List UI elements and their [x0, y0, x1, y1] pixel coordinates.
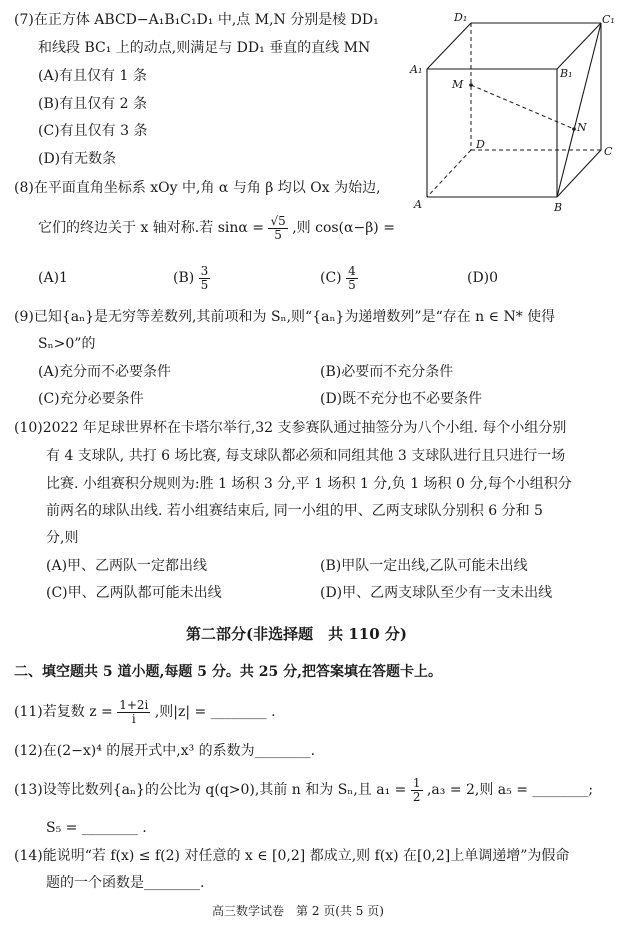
q13-frac-num: 1 — [412, 775, 421, 790]
q13-post: ,a₃ = 2,则 a₅ = ________; — [426, 782, 594, 798]
q7-line1: (7)在正方体 ABCD−A₁B₁C₁D₁ 中,点 M,N 分别是棱 DD₁ — [14, 12, 379, 28]
label-B1: B₁ — [560, 67, 573, 80]
q8-line2 — [38, 212, 395, 244]
q9-option-a: (A)充分而不必要条件 — [38, 364, 172, 380]
q8-option-b-fraction — [199, 265, 211, 292]
q10-line3: 比赛. 小组赛积分规则为:胜 1 场积 3 分,平 1 场积 1 分,负 1 场积 0 分,每个小组积分 — [46, 476, 572, 492]
q8-frac-num: √5 — [270, 213, 286, 228]
part2-title: 第二部分(非选择题 共 110 分) — [186, 625, 407, 643]
q10-option-d: (D)甲、乙两支球队至少有一支未出线 — [320, 585, 553, 601]
q8-option-c-fraction — [346, 265, 358, 292]
q10-line5: 分,则 — [46, 530, 79, 546]
q11-frac-den: i — [131, 711, 136, 726]
q13-line2: S₅ = ________ . — [46, 820, 147, 836]
label-C1: C₁ — [602, 13, 615, 26]
q8-option-c-label: (C) — [320, 270, 342, 286]
q10-line4: 前两名的球队出线. 若小组赛结束后, 同一小组的甲、乙两支球队分别积 6 分和 5 — [46, 503, 543, 519]
q8-line1: (8)在平面直角坐标系 xOy 中,角 α 与角 β 均以 Ox 为始边, — [14, 180, 381, 196]
q8-opt-b-num: 3 — [200, 263, 209, 278]
label-D1: D₁ — [454, 11, 468, 24]
label-M: M — [452, 78, 464, 91]
label-B: B — [554, 201, 563, 214]
q14-line1: (14)能说明“若 f(x) ≤ f(2) 对任意的 x ∈ [0,2] 都成立,则 f(x) 在[0,2]上单调递增”为假命 — [14, 848, 570, 864]
q9-line2: Sₙ>0”的 — [38, 336, 96, 352]
q8-opt-b-den: 5 — [200, 277, 209, 292]
q11-fraction — [117, 699, 150, 726]
q8-option-b-label: (B) — [173, 270, 195, 286]
q8-line2-pre: 它们的终边关于 x 轴对称.若 sinα = — [38, 220, 265, 236]
section2-heading: 二、填空题共 5 道小题,每题 5 分。共 25 分,把答案填在答题卡上。 — [14, 664, 442, 680]
q8-line2-post: ,则 cos(α−β) = — [292, 220, 395, 236]
q12-line: (12)在(2−x)⁴ 的展开式中,x³ 的系数为________. — [14, 743, 316, 759]
q8-option-c — [320, 258, 358, 298]
q8-opt-c-num: 4 — [348, 263, 356, 278]
q8-option-d: (D)0 — [467, 270, 499, 286]
q9-option-d: (D)既不充分也不必要条件 — [320, 391, 483, 407]
q13-frac-den: 2 — [412, 789, 421, 804]
q7-option-b: (B)有且仅有 2 条 — [38, 96, 148, 112]
label-A1: A₁ — [410, 63, 423, 76]
q9-line1: (9)已知{aₙ}是无穷等差数列,其前项和为 Sₙ,则“{aₙ}为递增数列”是“存在 n ∈ N* 使得 — [14, 309, 556, 325]
label-C: C — [604, 145, 613, 158]
label-A: A — [414, 198, 422, 211]
q14-line2: 题的一个函数是________. — [46, 875, 205, 891]
q11-pre: (11)若复数 z = — [14, 704, 113, 720]
q10-option-a: (A)甲、乙两队一定都出线 — [46, 558, 208, 574]
page-footer: 高三数学试卷 第 2 页(共 5 页) — [212, 904, 384, 918]
q7-line2: 和线段 BC₁ 上的动点,则满足与 DD₁ 垂直的直线 MN — [38, 40, 371, 56]
q9-option-b: (B)必要而不充分条件 — [320, 364, 454, 380]
cube-figure — [405, 5, 620, 215]
q11-line — [14, 694, 276, 730]
q8-sin-fraction — [268, 215, 287, 242]
q8-option-a: (A)1 — [38, 270, 68, 286]
q8-frac-den: 5 — [274, 227, 282, 242]
q9-option-c: (C)充分必要条件 — [38, 391, 144, 407]
label-N: N — [577, 121, 587, 134]
q10-option-c: (C)甲、乙两队都可能未出线 — [46, 585, 222, 601]
q10-line1: (10)2022 年足球世界杯在卡塔尔举行,32 支参赛队通过抽签分为八个小组. 每个小组分别 — [14, 420, 567, 436]
q7-option-c: (C)有且仅有 3 条 — [38, 123, 148, 139]
q7-option-d: (D)有无数条 — [38, 151, 117, 167]
q11-frac-num: 1+2i — [119, 697, 149, 712]
q7-option-a: (A)有且仅有 1 条 — [38, 68, 147, 84]
q10-option-b: (B)甲队一定出线,乙队可能未出线 — [320, 558, 528, 574]
q13-fraction — [411, 777, 423, 804]
q8-option-b — [173, 258, 210, 298]
q8-opt-c-den: 5 — [348, 277, 356, 292]
q10-line2: 有 4 支球队, 共打 6 场比赛, 每支球队都必须和同组其他 3 支球队进行且只进行一场 — [46, 448, 566, 464]
q13-line1 — [14, 772, 593, 808]
q13-pre: (13)设等比数列{aₙ}的公比为 q(q>0),其前 n 和为 Sₙ,且 a₁ = — [14, 782, 407, 798]
q11-post: ,则|z| = ________ . — [154, 704, 276, 720]
label-D: D — [476, 138, 485, 151]
